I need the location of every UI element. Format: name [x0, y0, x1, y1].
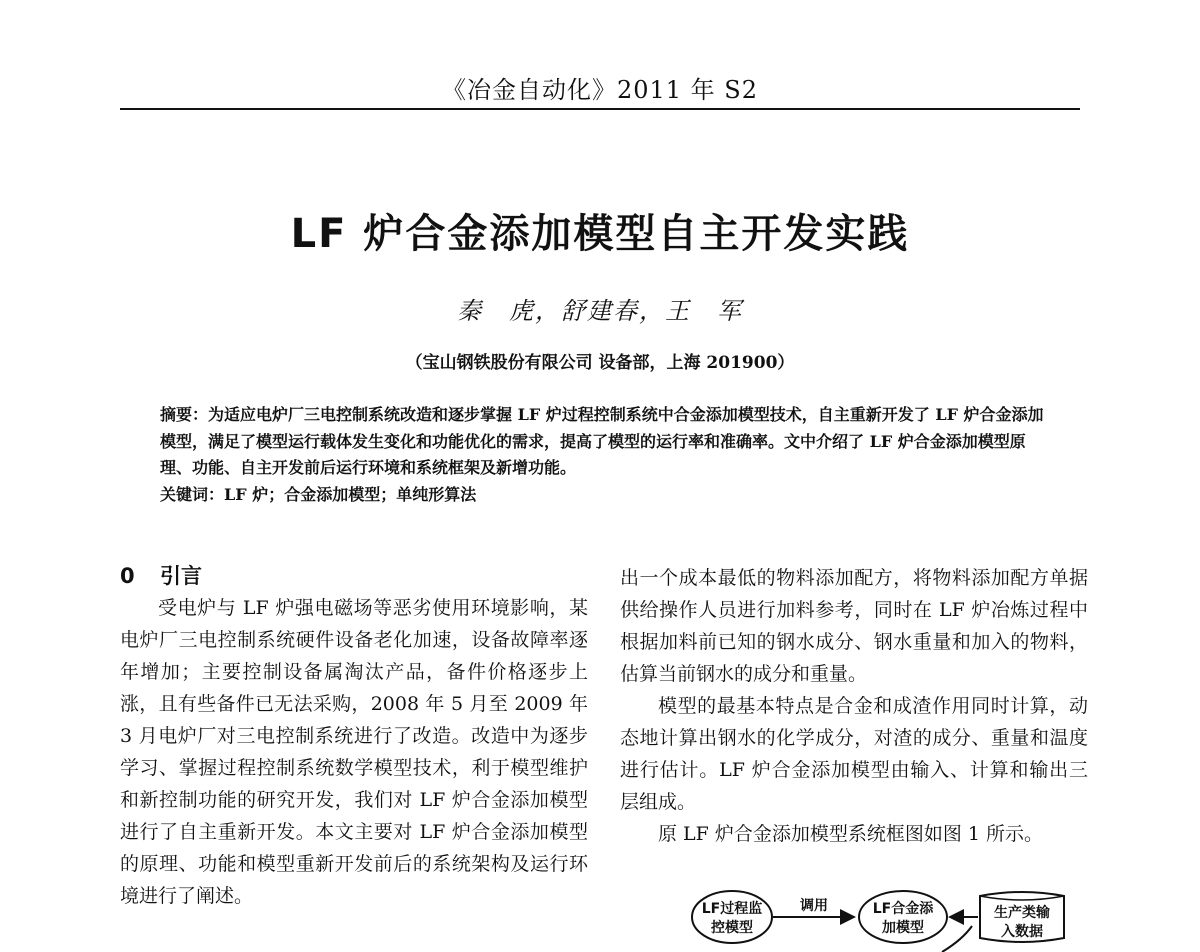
node-input-data-top	[980, 896, 1064, 900]
affiliation: （宝山钢铁股份有限公司 设备部，上海 201900）	[405, 353, 795, 373]
right-column	[620, 562, 1088, 850]
authors: 秦 虎，舒建春，王 军	[457, 297, 743, 325]
journal-header: 《冶金自动化》2011 年 S2	[441, 76, 759, 104]
keywords	[160, 482, 1045, 509]
abstract	[160, 402, 1045, 482]
keywords-label: 关键词：	[160, 484, 225, 504]
abstract-block	[160, 402, 1045, 508]
node-process-model-label-1: LF过程监	[701, 901, 763, 917]
abstract-label: 摘要：	[160, 405, 209, 424]
call-label: 调用	[800, 898, 828, 914]
section-title: 引言	[160, 564, 202, 588]
node-input-data-label-1: 生产类输	[994, 905, 1050, 921]
node-input-data-label-2: 入数据	[1001, 924, 1043, 940]
header-rule	[120, 108, 1080, 110]
paper-title: LF 炉合金添加模型自主开发实践	[290, 211, 910, 257]
section-heading	[120, 560, 588, 592]
body-paragraph: 模型的最基本特点是合金和成渣作用同时计算，动态地计算出钢水的化学成分，对渣的成分、重量和温度进行估计。LF 炉合金添加模型由输入、计算和输出三层组成。	[620, 695, 1088, 813]
left-column	[120, 560, 588, 952]
node-alloy-model-label-2: 加模型	[882, 920, 924, 936]
node-process-model-label-2: 控模型	[711, 920, 753, 936]
intro-paragraph: 受电炉与 LF 炉强电磁场等恶劣使用环境影响，某电炉厂三电控制系统硬件设备老化加速，设备故障率逐年增加；主要控制设备属淘汰产品，备件价格逐步上涨，且有些备件已无法采购，2008 年 5 月至 2009 年 3 月电炉厂对三电控制系统进行了改造。改造中为逐步学习、掌握过程控制系统数学模型技术，利于模型维护和新控制功能的研究开发，我们对 LF 炉合金添加模型进行了自主重新开发。本文主要对 LF 炉合金添加模型的原理、功能和模型重新开发前后的系统架构及运行环境进行了阐述。	[120, 597, 588, 907]
body-paragraph: 原 LF 炉合金添加模型系统框图如图 1 所示。	[658, 823, 1044, 845]
abstract-text: 为适应电炉厂三电控制系统改造和逐步掌握 LF 炉过程控制系统中合金添加模型技术，自主重新开发了 LF 炉合金添加模型，满足了模型运行载体发生变化和功能优化的需求，提高了模型的运行率和准确率。文中介绍了 LF 炉合金添加模型原理、功能、自主开发前后运行环境和系统框架及新增功能。	[160, 405, 1044, 477]
node-alloy-model-label-1: LF合金添	[872, 901, 934, 917]
input-curve	[942, 926, 972, 952]
body-paragraph: 出一个成本最低的物料添加配方，将物料添加配方单据供给操作人员进行加料参考，同时在 LF 炉冶炼过程中根据加料前已知的钢水成分、钢水重量和加入的物料，估算当前钢水的成分和重量。	[620, 567, 1088, 685]
section-number: 0	[120, 564, 135, 588]
system-diagram	[680, 880, 1080, 952]
keywords-text: LF 炉；合金添加模型；单纯形算法	[224, 484, 477, 504]
